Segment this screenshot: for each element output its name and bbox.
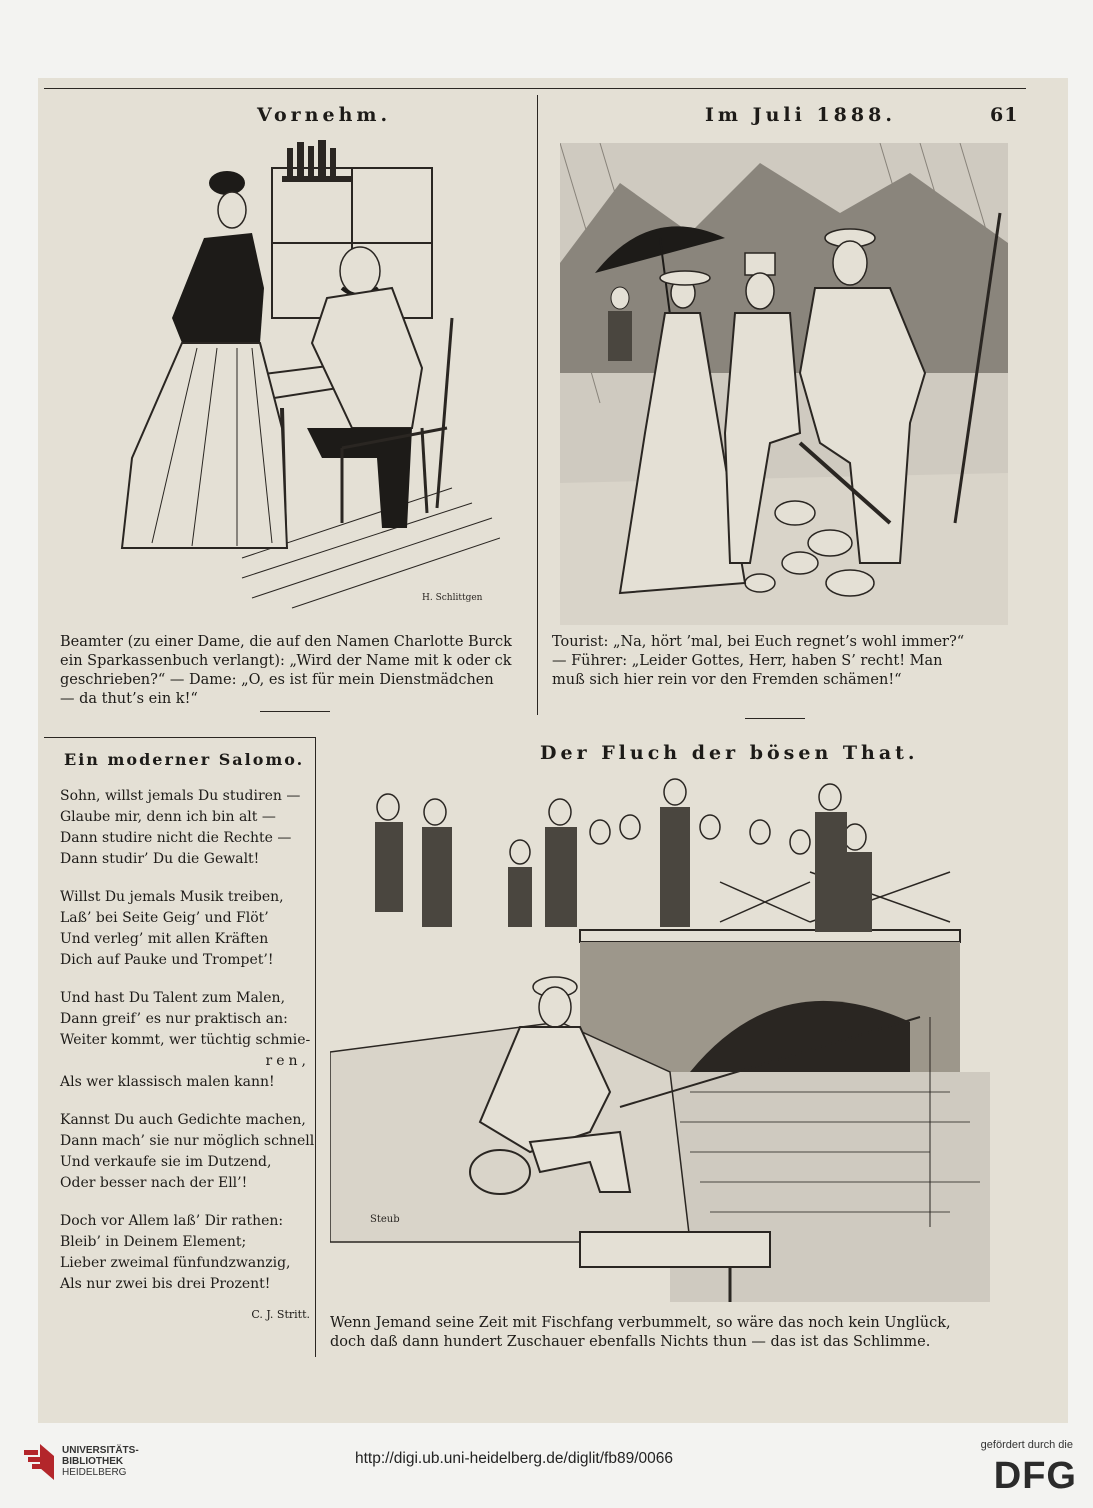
poem-line: Dann mach’ sie nur möglich schnell [60, 1133, 315, 1149]
poem-stanza [60, 1211, 310, 1295]
left-section-title: Vornehm. [257, 104, 392, 126]
caption-im-juli [552, 633, 1014, 690]
caption-line: — Führer: „Leider Gottes, Herr, haben S’ recht! Man [552, 653, 943, 669]
poem-line: Willst Du jemals Musik treiben, [60, 889, 284, 905]
poem-line: Weiter kommt, wer tüchtig schmie- [60, 1032, 311, 1048]
poem-body [60, 786, 315, 1325]
column-divider-bottom [315, 737, 316, 1357]
caption-line: — da thut’s ein k!“ [60, 691, 198, 707]
library-name [62, 1445, 139, 1478]
caption-fluch [330, 1314, 1020, 1352]
poem-line: Dann studire nicht die Rechte — [60, 830, 292, 846]
illustration-signature: Steub [370, 1214, 400, 1225]
caption-line: Beamter (zu einer Dame, die auf den Namen Charlotte Burck [60, 634, 512, 650]
poem-line: Als nur zwei bis drei Prozent! [60, 1276, 271, 1292]
section-divider [44, 737, 315, 738]
caption-vornehm [60, 633, 528, 709]
poem-line: Dich auf Pauke und Trompet’! [60, 952, 274, 968]
caption-line: muß sich hier rein vor den Fremden schämen!“ [552, 672, 902, 688]
poem-title: Ein moderner Salomo. [64, 750, 305, 769]
caption-line: ein Sparkassenbuch verlangt): „Wird der Name mit k oder ck [60, 653, 512, 669]
poem-line: Und verleg’ mit allen Kräften [60, 931, 269, 947]
poem-line: Dann studir’ Du die Gewalt! [60, 851, 260, 867]
illustration-office-scene [92, 128, 500, 610]
caption-underline-left [260, 711, 330, 712]
illustration-signature: H. Schlittgen [422, 593, 483, 603]
illustration-rain-scene [560, 143, 1008, 625]
poem-line: Laß’ bei Seite Geig’ und Flöt’ [60, 910, 269, 926]
poem-line: Bleib’ in Deinem Element; [60, 1234, 247, 1250]
poem-line: Kannst Du auch Gedichte machen, [60, 1112, 306, 1128]
poem-line: Dann greif’ es nur praktisch an: [60, 1011, 288, 1027]
poem-line: Lieber zweimal fünfundzwanzig, [60, 1255, 291, 1271]
university-logo-icon [24, 1444, 54, 1480]
poem-line: Und hast Du Talent zum Malen, [60, 990, 286, 1006]
poem-stanza [60, 887, 310, 971]
column-divider-top [537, 95, 538, 715]
sponsor-text: gefördert durch die [980, 1439, 1073, 1451]
fluch-title: Der Fluch der bösen That. [540, 742, 919, 764]
caption-line: Wenn Jemand seine Zeit mit Fischfang verbummelt, so wäre das noch kein Unglück, [330, 1315, 951, 1331]
poem-line: Als wer klassisch malen kann! [60, 1074, 275, 1090]
library-line: HEIDELBERG [62, 1467, 127, 1478]
poem-line: Und verkaufe sie im Dutzend, [60, 1154, 272, 1170]
caption-line: geschrieben?“ — Dame: „O, es ist für mein Dienstmädchen [60, 672, 494, 688]
poem-line: Sohn, willst jemals Du studiren — [60, 788, 301, 804]
poem-stanza [60, 786, 310, 870]
poem-line: Doch vor Allem laß’ Dir rathen: [60, 1213, 284, 1229]
poem-stanza [60, 988, 310, 1093]
caption-line: Tourist: „Na, hört ’mal, bei Euch regnet’s wohl immer?“ [552, 634, 965, 650]
caption-underline-right [745, 718, 805, 719]
top-border [44, 88, 1026, 89]
dfg-logo: DFG [993, 1455, 1077, 1497]
page-number: 61 [990, 104, 1019, 126]
illustration-fishing-scene [330, 772, 990, 1302]
viewer-footer [0, 1430, 1093, 1508]
source-url-link[interactable]: http://digi.ub.uni-heidelberg.de/diglit/fb89/0066 [355, 1450, 673, 1467]
poem-line: Glaube mir, denn ich bin alt — [60, 809, 276, 825]
library-line: BIBLIOTHEK [62, 1456, 124, 1467]
right-section-title: Im Juli 1888. [705, 104, 896, 126]
poem-line: ren, [265, 1053, 310, 1069]
poem-stanza [60, 1110, 315, 1194]
poem-author: C. J. Stritt. [251, 1308, 310, 1321]
poem-line: Oder besser nach der Ell’! [60, 1175, 248, 1191]
caption-line: doch daß dann hundert Zuschauer ebenfalls Nichts thun — das ist das Schlimme. [330, 1334, 931, 1350]
library-line: UNIVERSITÄTS- [62, 1445, 139, 1456]
